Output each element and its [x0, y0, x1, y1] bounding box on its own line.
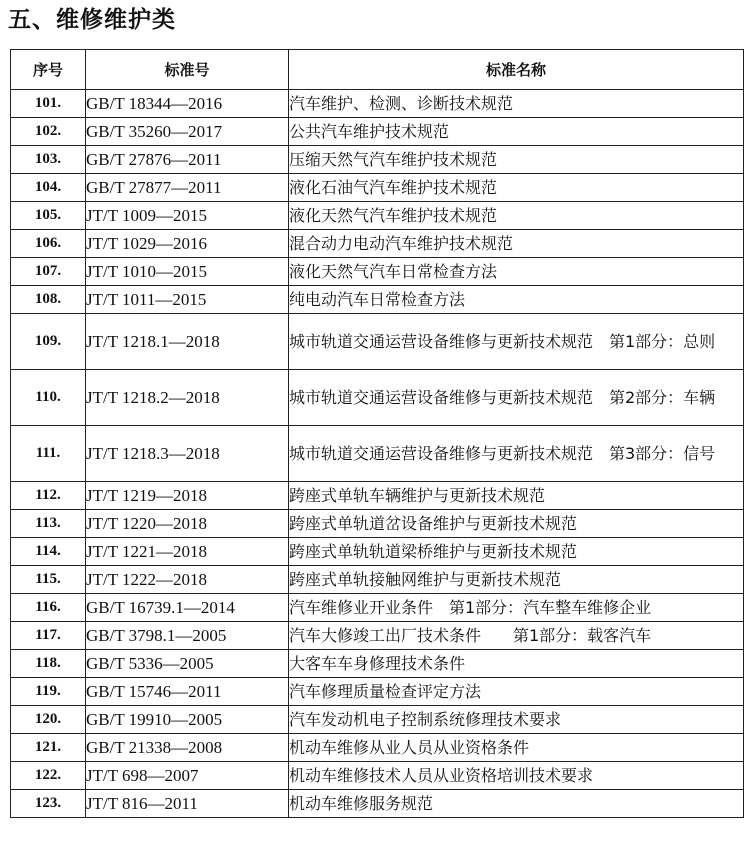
row-standard-name: 液化石油气汽车维护技术规范 [289, 174, 744, 202]
row-standard-code: JT/T 1221—2018 [86, 538, 289, 566]
row-standard-name: 汽车修理质量检查评定方法 [289, 678, 744, 706]
table-row [11, 202, 744, 230]
row-serial-number: 106. [11, 230, 86, 258]
row-standard-code: GB/T 15746—2011 [86, 678, 289, 706]
table-row [11, 594, 744, 622]
row-standard-name: 跨座式单轨道岔设备维护与更新技术规范 [289, 510, 744, 538]
row-standard-code: GB/T 3798.1—2005 [86, 622, 289, 650]
row-standard-code: JT/T 1009—2015 [86, 202, 289, 230]
row-standard-name: 纯电动汽车日常检查方法 [289, 286, 744, 314]
row-serial-number: 104. [11, 174, 86, 202]
row-standard-code: GB/T 27876—2011 [86, 146, 289, 174]
row-standard-code: GB/T 16739.1—2014 [86, 594, 289, 622]
row-serial-number: 114. [11, 538, 86, 566]
row-serial-number: 108. [11, 286, 86, 314]
row-serial-number: 110. [11, 370, 86, 426]
table-row [11, 146, 744, 174]
row-standard-name: 汽车维修业开业条件 第1部分：汽车整车维修企业 [289, 594, 744, 622]
row-standard-name: 汽车维护、检测、诊断技术规范 [289, 90, 744, 118]
row-standard-code: JT/T 1219—2018 [86, 482, 289, 510]
row-standard-name: 跨座式单轨接触网维护与更新技术规范 [289, 566, 744, 594]
table-row [11, 622, 744, 650]
row-standard-code: JT/T 1010—2015 [86, 258, 289, 286]
row-serial-number: 103. [11, 146, 86, 174]
table-row [11, 174, 744, 202]
row-standard-code: JT/T 1218.2—2018 [86, 370, 289, 426]
table-row [11, 230, 744, 258]
header-serial-number: 序号 [11, 50, 86, 90]
table-row [11, 482, 744, 510]
table-row [11, 762, 744, 790]
table-row [11, 566, 744, 594]
row-standard-code: JT/T 698—2007 [86, 762, 289, 790]
table-row [11, 370, 744, 426]
table-row [11, 538, 744, 566]
row-standard-code: JT/T 1222—2018 [86, 566, 289, 594]
table-row [11, 734, 744, 762]
table-row [11, 510, 744, 538]
row-standard-code: GB/T 35260—2017 [86, 118, 289, 146]
row-serial-number: 102. [11, 118, 86, 146]
standards-table [10, 49, 744, 818]
row-standard-code: JT/T 1011—2015 [86, 286, 289, 314]
row-standard-name: 汽车发动机电子控制系统修理技术要求 [289, 706, 744, 734]
row-serial-number: 120. [11, 706, 86, 734]
row-serial-number: 118. [11, 650, 86, 678]
table-row [11, 790, 744, 818]
row-standard-code: GB/T 19910—2005 [86, 706, 289, 734]
row-standard-name: 混合动力电动汽车维护技术规范 [289, 230, 744, 258]
row-serial-number: 116. [11, 594, 86, 622]
table-body [11, 90, 744, 818]
section-title: 五、维修维护类 [8, 7, 176, 33]
header-standard-name: 标准名称 [289, 50, 744, 90]
row-serial-number: 112. [11, 482, 86, 510]
table-row [11, 258, 744, 286]
row-standard-code: JT/T 1029—2016 [86, 230, 289, 258]
row-standard-name: 跨座式单轨轨道梁桥维护与更新技术规范 [289, 538, 744, 566]
table-row [11, 314, 744, 370]
row-standard-code: GB/T 18344—2016 [86, 90, 289, 118]
row-serial-number: 105. [11, 202, 86, 230]
table-row [11, 286, 744, 314]
table-row [11, 650, 744, 678]
table-row [11, 90, 744, 118]
row-standard-name: 汽车大修竣工出厂技术条件 第1部分：载客汽车 [289, 622, 744, 650]
row-standard-code: GB/T 27877—2011 [86, 174, 289, 202]
row-serial-number: 123. [11, 790, 86, 818]
row-serial-number: 113. [11, 510, 86, 538]
row-standard-name: 液化天然气汽车日常检查方法 [289, 258, 744, 286]
row-serial-number: 111. [11, 426, 86, 482]
row-standard-name: 机动车维修从业人员从业资格条件 [289, 734, 744, 762]
row-standard-name: 城市轨道交通运营设备维修与更新技术规范 第2部分：车辆 [289, 370, 744, 426]
row-standard-name: 跨座式单轨车辆维护与更新技术规范 [289, 482, 744, 510]
row-standard-code: JT/T 816—2011 [86, 790, 289, 818]
row-serial-number: 107. [11, 258, 86, 286]
row-standard-name: 城市轨道交通运营设备维修与更新技术规范 第3部分：信号 [289, 426, 744, 482]
row-serial-number: 119. [11, 678, 86, 706]
row-serial-number: 117. [11, 622, 86, 650]
row-standard-name: 机动车维修技术人员从业资格培训技术要求 [289, 762, 744, 790]
row-standard-code: GB/T 5336—2005 [86, 650, 289, 678]
table-row [11, 118, 744, 146]
table-row [11, 678, 744, 706]
row-standard-code: GB/T 21338—2008 [86, 734, 289, 762]
table-header-row [11, 50, 744, 90]
row-standard-name: 机动车维修服务规范 [289, 790, 744, 818]
row-serial-number: 109. [11, 314, 86, 370]
row-standard-code: JT/T 1218.1—2018 [86, 314, 289, 370]
table-row [11, 426, 744, 482]
row-standard-code: JT/T 1218.3—2018 [86, 426, 289, 482]
row-standard-name: 城市轨道交通运营设备维修与更新技术规范 第1部分：总则 [289, 314, 744, 370]
row-serial-number: 101. [11, 90, 86, 118]
row-standard-name: 液化天然气汽车维护技术规范 [289, 202, 744, 230]
row-serial-number: 115. [11, 566, 86, 594]
row-standard-name: 压缩天然气汽车维护技术规范 [289, 146, 744, 174]
table-row [11, 706, 744, 734]
row-serial-number: 122. [11, 762, 86, 790]
row-standard-name: 大客车车身修理技术条件 [289, 650, 744, 678]
row-serial-number: 121. [11, 734, 86, 762]
header-standard-code: 标准号 [86, 50, 289, 90]
row-standard-name: 公共汽车维护技术规范 [289, 118, 744, 146]
row-standard-code: JT/T 1220—2018 [86, 510, 289, 538]
